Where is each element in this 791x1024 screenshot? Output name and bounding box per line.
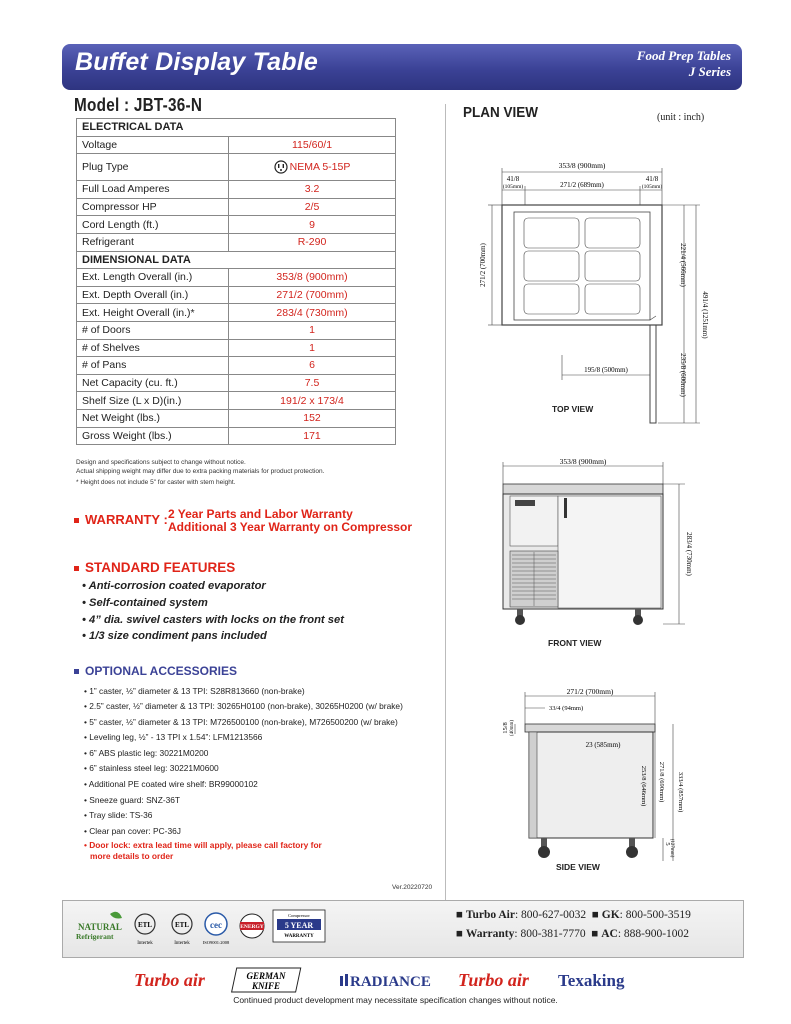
version-label: Ver.20220720 (392, 884, 433, 891)
dim-width-right-mm: (105mm) (641, 184, 663, 190)
radiance-logo: RADIANCE (350, 974, 431, 990)
list-item: • 6” ABS plastic leg: 30221M0200 (84, 748, 209, 758)
dim-side-top: 15/8 (502, 722, 509, 734)
series-label (637, 48, 731, 80)
spec-value: 2/5 (229, 198, 396, 216)
table-row (77, 427, 396, 445)
compressor-warranty-logo (273, 910, 325, 942)
features-heading (74, 560, 235, 575)
spec-value: R-290 (229, 233, 396, 251)
footer-note: Continued product development may necessitate specification changes without notice. (233, 995, 558, 1005)
table-row (77, 154, 396, 181)
dim-front-width: 353/8 (900mm) (559, 457, 607, 466)
category-label: Food Prep Tables (636, 48, 731, 63)
dim-width-right: 41/8 (645, 175, 659, 183)
spec-label: Cord Length (ft.) (77, 216, 229, 234)
table-row (77, 339, 396, 357)
turbo-air-logo-2: Turbo air (458, 970, 529, 990)
spec-value: 171 (229, 427, 396, 445)
table-row (77, 181, 396, 199)
spec-value: 1 (229, 339, 396, 357)
spec-label: Net Weight (lbs.) (77, 409, 229, 427)
spec-label: Voltage (77, 136, 229, 154)
dim-depth-inner: 221/4 (566mm) (679, 243, 687, 287)
spec-value: 353/8 (900mm) (229, 269, 396, 287)
accessories-heading (74, 664, 237, 678)
contact-phone: : 800-381-7770 (514, 928, 586, 940)
list-item-door-lock: • Door lock: extra lead time will apply, please call factory for (84, 840, 322, 850)
dim-side-offset: 33/4 (94mm) (549, 705, 584, 712)
plan-view-title: PLAN VIEW (463, 104, 539, 121)
dim-side-depth: 271/2 (700mm) (566, 687, 614, 696)
contact-label: Turbo Air (465, 909, 515, 921)
contact-phone: : 800-627-0032 (514, 909, 587, 921)
spec-label: Full Load Amperes (77, 181, 229, 199)
warranty-logo-top: Compressor (288, 913, 310, 918)
list-item: • Clear pan cover: PC-36J (84, 826, 181, 836)
table-row (77, 409, 396, 427)
spec-note: Actual shipping weight may differ due to extra packing materials for product protection. (76, 468, 325, 475)
spec-value: 271/2 (700mm) (229, 286, 396, 304)
warranty-logo-years: 5 YEAR (284, 921, 314, 930)
bullet-icon (74, 566, 79, 571)
spec-label: Shelf Size (L x D)(in.) (77, 392, 229, 410)
etl-logo (135, 914, 155, 946)
dim-side-total-height: 333/4 (857mm) (677, 771, 684, 813)
warranty-label-text: WARRANTY : (85, 512, 168, 527)
natural-text: NATURAL (78, 922, 122, 932)
table-row (77, 392, 396, 410)
spec-value: 7.5 (229, 374, 396, 392)
list-item: • 1/3 size condiment pans included (82, 630, 267, 642)
list-item: • 1” caster, ½” diameter & 13 TPI: S28R813660 (non-brake) (84, 686, 305, 696)
side-view-label: SIDE VIEW (556, 862, 600, 872)
dim-front-height: 283/4 (730mm) (685, 532, 693, 576)
front-view-label: FRONT VIEW (548, 638, 602, 648)
list-item: • 2.5” caster, ½” diameter & 13 TPI: 30265H0100 (non-brake), 30265H0200 (w/ brake) (84, 701, 403, 711)
list-item: • 6” stainless steel leg: 30221M0600 (84, 763, 219, 773)
spec-value: 9 (229, 216, 396, 234)
spec-value: 1 (229, 321, 396, 339)
list-item: • 4” dia. swivel casters with locks on the front set (82, 614, 344, 626)
spec-label: Ext. Height Overall (in.)* (77, 304, 229, 322)
iso-text: ISO9001:2008 (202, 940, 230, 945)
warranty-text (168, 508, 412, 534)
list-item: • Self-contained system (82, 597, 208, 609)
unit-label: (unit : inch) (657, 112, 705, 123)
etl-sanitation-logo (172, 914, 192, 946)
contact-row: ■ Turbo Air: 800-627-0032 ■ GK: 800-500-3519 (456, 909, 691, 921)
table-row (77, 136, 396, 154)
list-item: • Tray slide: TS-36 (84, 810, 153, 820)
top-view-drawing (462, 150, 709, 430)
dim-side-inner: 23 (585mm) (585, 741, 621, 749)
spec-table (76, 118, 396, 445)
spec-label: Gross Weight (lbs.) (77, 427, 229, 445)
spec-value: 6 (229, 357, 396, 375)
list-item: • Leveling leg, ½” - 13 TPI x 1.54”: LFM1213566 (84, 732, 263, 742)
spec-value: 115/60/1 (229, 136, 396, 154)
list-item: • Anti-corrosion coated evaporator (82, 580, 266, 592)
plug-type-value: NEMA 5-15P (289, 160, 351, 173)
dim-caster-mm: (127mm) (669, 838, 674, 858)
spec-value-plug (229, 154, 396, 181)
energy-text: ENERGY (240, 924, 264, 930)
table-row (77, 198, 396, 216)
dim-side-body-height: 271/8 (690mm) (658, 761, 665, 803)
contact-label: GK (601, 909, 620, 921)
spec-value: 3.2 (229, 181, 396, 199)
certification-logos (70, 906, 338, 950)
spec-label: Ext. Depth Overall (in.) (77, 286, 229, 304)
list-item: • Sneeze guard: SNZ-36T (84, 795, 181, 805)
brand-logos (110, 962, 680, 996)
contact-row: ■ Warranty: 800-381-7770 ■ AC: 888-900-1002 (456, 928, 690, 940)
spec-note: * Height does not include 5" for caster with stem height. (76, 479, 236, 486)
contact-phone: : 800-500-3519 (619, 909, 691, 921)
table-row (77, 216, 396, 234)
table-row (77, 286, 396, 304)
spec-label: Plug Type (77, 154, 229, 181)
warranty-line: Additional 3 Year Warranty on Compressor (168, 520, 413, 534)
plug-icon (274, 160, 288, 174)
intertek-text: Intertek (137, 941, 153, 946)
features-heading-text: STANDARD FEATURES (85, 560, 236, 575)
contact-label: Warranty (465, 928, 515, 940)
dim-depth-total: 491/4 (1251mm) (701, 291, 709, 339)
table-row (77, 357, 396, 375)
warranty-label (74, 512, 168, 527)
svg-text:ETL: ETL (137, 921, 153, 929)
page-title: Buffet Display Table (75, 48, 318, 76)
refrigerant-text: Refrigerant (76, 932, 114, 941)
energy-logo (240, 914, 264, 938)
list-item: • Additional PE coated wire shelf: BR99000102 (84, 779, 258, 789)
column-divider (445, 104, 446, 904)
dim-width-left: 41/8 (506, 175, 520, 183)
contact-label: AC (601, 928, 618, 940)
list-item-door-lock: more details to order (90, 851, 174, 861)
table-row (77, 321, 396, 339)
bullet-icon (74, 669, 79, 674)
series-name: J Series (688, 64, 731, 79)
german-knife-logo-bottom: KNIFE (251, 981, 281, 991)
svg-text:ETL: ETL (174, 921, 190, 929)
side-view-drawing (495, 686, 695, 866)
warranty-logo-bottom: WARRANTY (284, 934, 314, 939)
spec-label: Compressor HP (77, 198, 229, 216)
spec-value: 152 (229, 409, 396, 427)
electrical-data-heading: ELECTRICAL DATA (77, 119, 396, 137)
spec-value: 283/4 (730mm) (229, 304, 396, 322)
intertek-text: Intertek (174, 941, 190, 946)
contact-phone: : 888-900-1002 (617, 928, 690, 940)
spec-note: Design and specifications subject to change without notice. (76, 459, 246, 466)
dim-width-mid: 271/2 (689mm) (560, 181, 604, 189)
spec-label: # of Shelves (77, 339, 229, 357)
accessories-heading-text: OPTIONAL ACCESSORIES (85, 664, 238, 678)
model-number: Model : JBT-36-N (74, 95, 203, 115)
texaking-logo: Texaking (558, 971, 625, 990)
table-row (77, 304, 396, 322)
spec-label: Net Capacity (cu. ft.) (77, 374, 229, 392)
dim-door-width: 195/8 (500mm) (584, 366, 628, 374)
dimensional-data-heading: DIMENSIONAL DATA (77, 251, 396, 269)
dim-width-left-mm: (105mm) (502, 184, 524, 190)
front-view-drawing (495, 456, 695, 636)
dim-caster: 5 (664, 842, 671, 846)
natural-refrigerant-logo (76, 912, 122, 941)
dim-depth: 271/2 (700mm) (479, 243, 487, 287)
list-item: • 5” caster, ½” diameter & 13 TPI: M726500100 (non-brake), M726500200 (w/ brake) (84, 717, 398, 727)
dim-side-top-mm: (40mm) (510, 719, 515, 737)
german-knife-logo-top: GERMAN (246, 971, 286, 981)
table-row (77, 269, 396, 287)
table-row (77, 233, 396, 251)
bullet-icon (74, 518, 79, 523)
top-view-label: TOP VIEW (552, 404, 594, 414)
spec-value: 191/2 x 173/4 (229, 392, 396, 410)
spec-label: Refrigerant (77, 233, 229, 251)
dim-width-total: 353/8 (900mm) (558, 161, 606, 170)
dim-door-depth: 235/8 (600mm) (679, 353, 687, 397)
spec-label: Ext. Length Overall (in.) (77, 269, 229, 287)
table-row (77, 374, 396, 392)
dim-side-inner-height: 253/8 (646mm) (640, 765, 647, 807)
cec-text: cec (210, 920, 222, 930)
warranty-line: 2 Year Parts and Labor Warranty (168, 507, 353, 521)
turbo-air-logo: Turbo air (134, 970, 205, 990)
spec-label: # of Pans (77, 357, 229, 375)
cec-logo (203, 913, 230, 945)
spec-label: # of Doors (77, 321, 229, 339)
contact-info (456, 906, 691, 944)
